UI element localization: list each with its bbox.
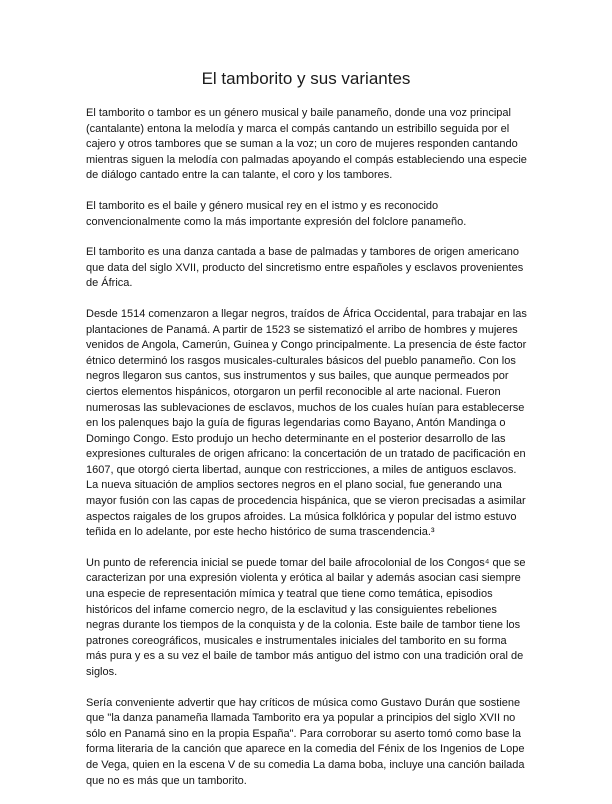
paragraph: El tamborito o tambor es un género musical y baile panameño, donde una voz principal (cantalante) entona la melodía y marca el compás cantando un estribillo seguida por el cajero y otros tambores que se suman a la voz; un coro de mujeres responden cantando mientras siguen la melodía con palmadas apoyando el compás estableciendo una especie de diálogo cantado entre la can talante, el coro y los tambores. <box>86 107 527 182</box>
paragraph: Desde 1514 comenzaron a llegar negros, traídos de África Occidental, para trabajar en las plantaciones de Panamá. A partir de 1523 se sistematizó el arribo de hombres y mujeres venidos de Angola, Camerún, Guinea y Congo principalmente. La presencia de éste factor étnico determinó los rasgos musicales-culturales básicos del pueblo panameño. Con los negros llegaron sus cantos, sus instrumentos y sus bailes, que aunque permeados por ciertos elementos hispánicos, otorgaron un perfil reconocible al arte nacional. Fueron numerosas las sublevaciones de esclavos, muchos de los cuales huían para establecerse en los palenques bajo la guía de figuras legendarias como Bayano, Antón Mandinga o Domingo Congo. Esto produjo un hecho determinante en el posterior desarrollo de las expresiones culturales de origen africano: la concertación de un tratado de pacificación en 1607, que otorgó cierta libertad, aunque con restricciones, a miles de antiguos esclavos. La nueva situación de amplios sectores negros en el plano social, fue generando una mayor fusión con las capas de procedencia hispánica, que se vieron precisadas a asimilar aspectos raigales de los grupos afroides. La música folklórica y popular del istmo estuvo teñida en lo adelante, por este hecho histórico de suma trascendencia.³ <box>86 307 527 539</box>
paragraph: Sería conveniente advertir que hay críticos de música como Gustavo Durán que sostiene que "la danza panameña llamada Tamborito era ya popular a principios del siglo XVII no sólo en Panamá sino en la propia España". Para corroborar su aserto tomó como base la forma literaria de la canción que aparece en la comedia del Fénix de los Ingenios de Lope de Vega, quien en la escena V de su comedia La dama boba, incluye una canción bailada que no es más que un tamborito. <box>86 696 525 787</box>
document-body <box>86 106 528 804</box>
paragraph: El tamborito es el baile y género musical rey en el istmo y es reconocido convencionalmente como la más importante expresión del folclore panameño. <box>86 199 467 228</box>
paragraph: El tamborito es una danza cantada a base de palmadas y tambores de origen americano que data del siglo XVII, producto del sincretismo entre españoles y esclavos provenientes de África. <box>86 246 524 290</box>
document-title: El tamborito y sus variantes <box>201 69 411 88</box>
paragraph: Un punto de referencia inicial se puede tomar del baile afrocolonial de los Congos⁴ que se caracterizan por una expresión violenta y erótica al bailar y además asocian casi siempre una especie de representación mímica y teatral que tiene como temática, episodios históricos del infame comercio negro, de la esclavitud y las consiguientes rebeliones negras durante los tiempos de la conquista y de la colonia. Este baile de tambor tiene los patrones coreográficos, musicales e instrumentales iniciales del tamborito en su forma más pura y es a su vez el baile de tambor más antiguo del istmo con una tradición oral de siglos. <box>86 556 526 678</box>
